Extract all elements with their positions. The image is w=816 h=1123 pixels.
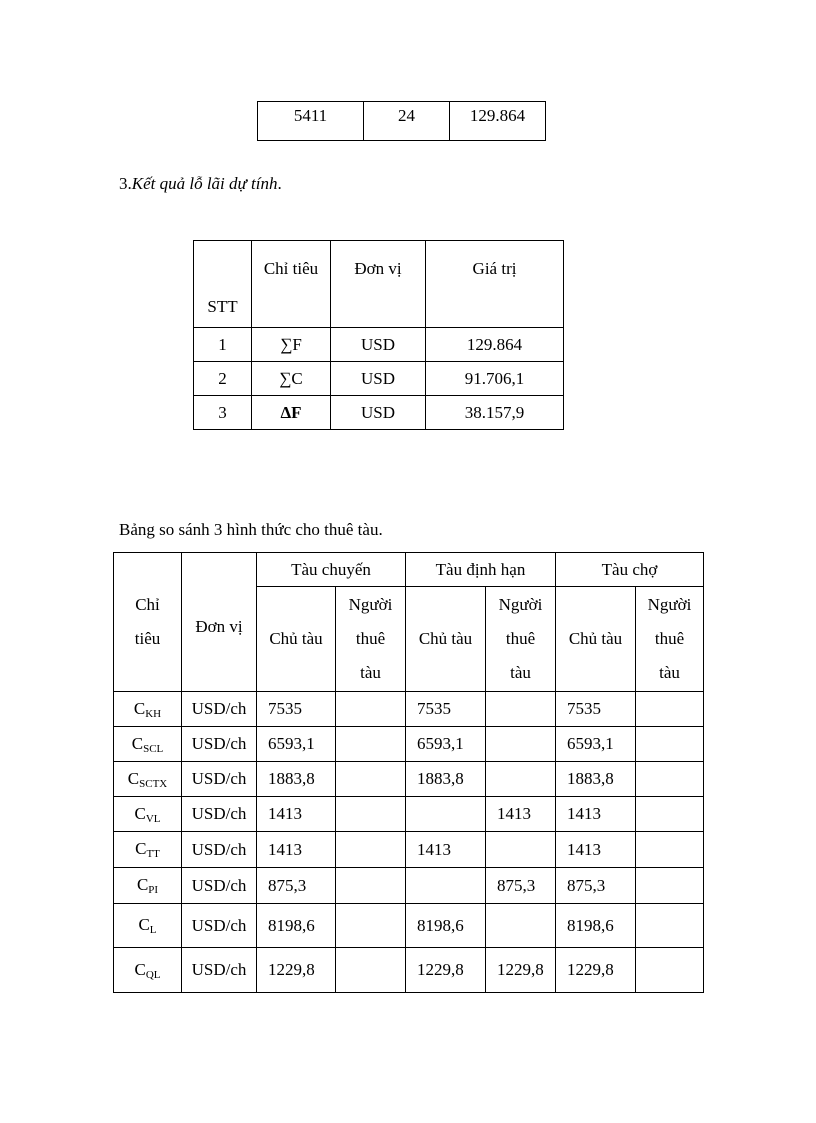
cost-indicator-cell [114, 868, 182, 904]
value-cell [336, 797, 406, 832]
value-cell: 1413 [486, 797, 556, 832]
cost-symbol: C [138, 915, 150, 934]
header-value: Giá trị [426, 241, 564, 328]
cost-indicator-cell [114, 762, 182, 797]
header-owner: Chủ tàu [406, 587, 486, 692]
value-cell [636, 692, 704, 727]
header-owner: Chủ tàu [257, 587, 336, 692]
unit-cell: USD/ch [182, 832, 257, 868]
value-cell [636, 727, 704, 762]
header-stt: STT [194, 241, 252, 328]
value-cell: 875,3 [257, 868, 336, 904]
cell-stt: 1 [194, 328, 252, 362]
value-cell: 1229,8 [406, 948, 486, 993]
section-title: Kết quả lỗ lãi dự tính [131, 174, 278, 193]
value-cell [636, 797, 704, 832]
cell-value: 38.157,9 [426, 396, 564, 430]
cost-indicator-cell [114, 832, 182, 868]
cost-subscript: QL [145, 968, 161, 981]
header-indicator-line2: tiêu [134, 629, 161, 648]
value-cell [486, 904, 556, 948]
table-row [194, 396, 564, 430]
value-cell: 6593,1 [257, 727, 336, 762]
cost-indicator-cell [114, 727, 182, 762]
table-row [258, 102, 546, 141]
value-cell [406, 797, 486, 832]
profit-loss-table [193, 240, 564, 430]
header-indicator [114, 553, 182, 692]
cost-subscript: PI [148, 884, 159, 896]
header-charterer [336, 587, 406, 692]
value-cell: 8198,6 [406, 904, 486, 948]
unit-cell: USD/ch [182, 762, 257, 797]
table-row [114, 868, 704, 904]
header-unit: Đơn vị [331, 241, 426, 328]
value-cell [486, 692, 556, 727]
value-cell: 1883,8 [406, 762, 486, 797]
value-cell: 1883,8 [257, 762, 336, 797]
value-cell: 7535 [406, 692, 486, 727]
value-cell [636, 832, 704, 868]
cell-indicator: ΔF [252, 396, 331, 430]
value-cell [336, 868, 406, 904]
value-cell [486, 762, 556, 797]
value-cell: 1413 [257, 832, 336, 868]
table-row [114, 727, 704, 762]
cell-unit: USD [331, 362, 426, 396]
value-cell [336, 904, 406, 948]
header-indicator-line1: Chỉ [135, 595, 160, 614]
value-cell [636, 762, 704, 797]
value-cell: 1413 [556, 797, 636, 832]
table-cell: 24 [364, 102, 450, 141]
header-charterer-line2: thuê [654, 629, 685, 648]
table-row [114, 797, 704, 832]
comparison-table-body [114, 692, 704, 993]
header-charterer-line1: Người [647, 595, 692, 614]
cost-symbol: C [134, 803, 146, 823]
cost-symbol: C [133, 698, 146, 718]
unit-cell: USD/ch [182, 904, 257, 948]
section-heading [119, 174, 282, 194]
cost-subscript: VL [145, 812, 161, 825]
value-cell: 1413 [406, 832, 486, 868]
value-cell [636, 948, 704, 993]
value-cell [406, 868, 486, 904]
header-unit: Đơn vị [182, 553, 257, 692]
value-cell: 1229,8 [486, 948, 556, 993]
unit-cell: USD/ch [182, 727, 257, 762]
cost-symbol: C [131, 733, 144, 753]
value-cell [486, 832, 556, 868]
value-cell [336, 832, 406, 868]
value-cell: 875,3 [486, 868, 556, 904]
cost-subscript: L [149, 924, 157, 936]
header-group-time: Tàu định hạn [406, 553, 556, 587]
cell-value: 91.706,1 [426, 362, 564, 396]
cost-subscript: TT [146, 848, 160, 860]
value-cell [336, 692, 406, 727]
table-row [114, 762, 704, 797]
cost-indicator-cell [114, 904, 182, 948]
header-group-liner: Tàu chợ [556, 553, 704, 587]
value-cell: 1229,8 [257, 948, 336, 993]
value-cell [336, 727, 406, 762]
value-cell: 8198,6 [556, 904, 636, 948]
cost-subscript: SCL [143, 742, 164, 755]
value-cell: 7535 [556, 692, 636, 727]
value-cell: 1229,8 [556, 948, 636, 993]
value-cell: 875,3 [556, 868, 636, 904]
cell-value: 129.864 [426, 328, 564, 362]
table-row [114, 692, 704, 727]
cell-stt: 2 [194, 362, 252, 396]
value-cell [636, 904, 704, 948]
table-header-row [114, 553, 704, 587]
cell-unit: USD [331, 396, 426, 430]
cell-unit: USD [331, 328, 426, 362]
value-cell: 6593,1 [406, 727, 486, 762]
header-charterer-line3: tàu [659, 663, 680, 682]
cell-indicator: ∑F [252, 328, 331, 362]
value-cell: 8198,6 [257, 904, 336, 948]
value-cell [486, 727, 556, 762]
cost-symbol: C [127, 768, 140, 788]
unit-cell: USD/ch [182, 692, 257, 727]
value-cell [636, 868, 704, 904]
comparison-caption: Bảng so sánh 3 hình thức cho thuê tàu. [119, 520, 383, 539]
section-period: . [277, 174, 282, 193]
value-cell: 7535 [257, 692, 336, 727]
value-cell: 1413 [257, 797, 336, 832]
cost-symbol: C [136, 875, 149, 894]
cost-subscript: KH [145, 707, 162, 720]
value-cell [336, 762, 406, 797]
header-charterer-line2: thuê [355, 629, 386, 648]
cost-symbol: C [135, 839, 147, 858]
header-charterer [636, 587, 704, 692]
header-charterer-line2: thuê [505, 629, 536, 648]
value-cell: 1413 [556, 832, 636, 868]
table-row [194, 362, 564, 396]
table-header-row [194, 241, 564, 328]
table-row [114, 832, 704, 868]
cost-indicator-cell [114, 948, 182, 993]
header-owner: Chủ tàu [556, 587, 636, 692]
header-indicator: Chỉ tiêu [252, 241, 331, 328]
header-charterer-line3: tàu [510, 663, 531, 682]
unit-cell: USD/ch [182, 797, 257, 832]
value-cell: 6593,1 [556, 727, 636, 762]
table-cell: 5411 [258, 102, 364, 141]
unit-cell: USD/ch [182, 868, 257, 904]
cost-indicator-cell [114, 797, 182, 832]
table-row [194, 328, 564, 362]
header-charterer-line3: tàu [360, 663, 381, 682]
cost-symbol: C [134, 959, 146, 979]
value-cell: 1883,8 [556, 762, 636, 797]
cell-indicator: ∑C [252, 362, 331, 396]
table-cell: 129.864 [450, 102, 546, 141]
comparison-table [113, 552, 704, 993]
unit-cell: USD/ch [182, 948, 257, 993]
top-partial-table [257, 101, 546, 141]
header-group-voyage: Tàu chuyến [257, 553, 406, 587]
header-charterer-line1: Người [498, 595, 543, 614]
section-number: 3. [119, 174, 132, 193]
cost-subscript: SCTX [139, 777, 168, 790]
table-row [114, 948, 704, 993]
cost-indicator-cell [114, 692, 182, 727]
header-charterer [486, 587, 556, 692]
table-row [114, 904, 704, 948]
cell-stt: 3 [194, 396, 252, 430]
header-charterer-line1: Người [348, 595, 393, 614]
value-cell [336, 948, 406, 993]
